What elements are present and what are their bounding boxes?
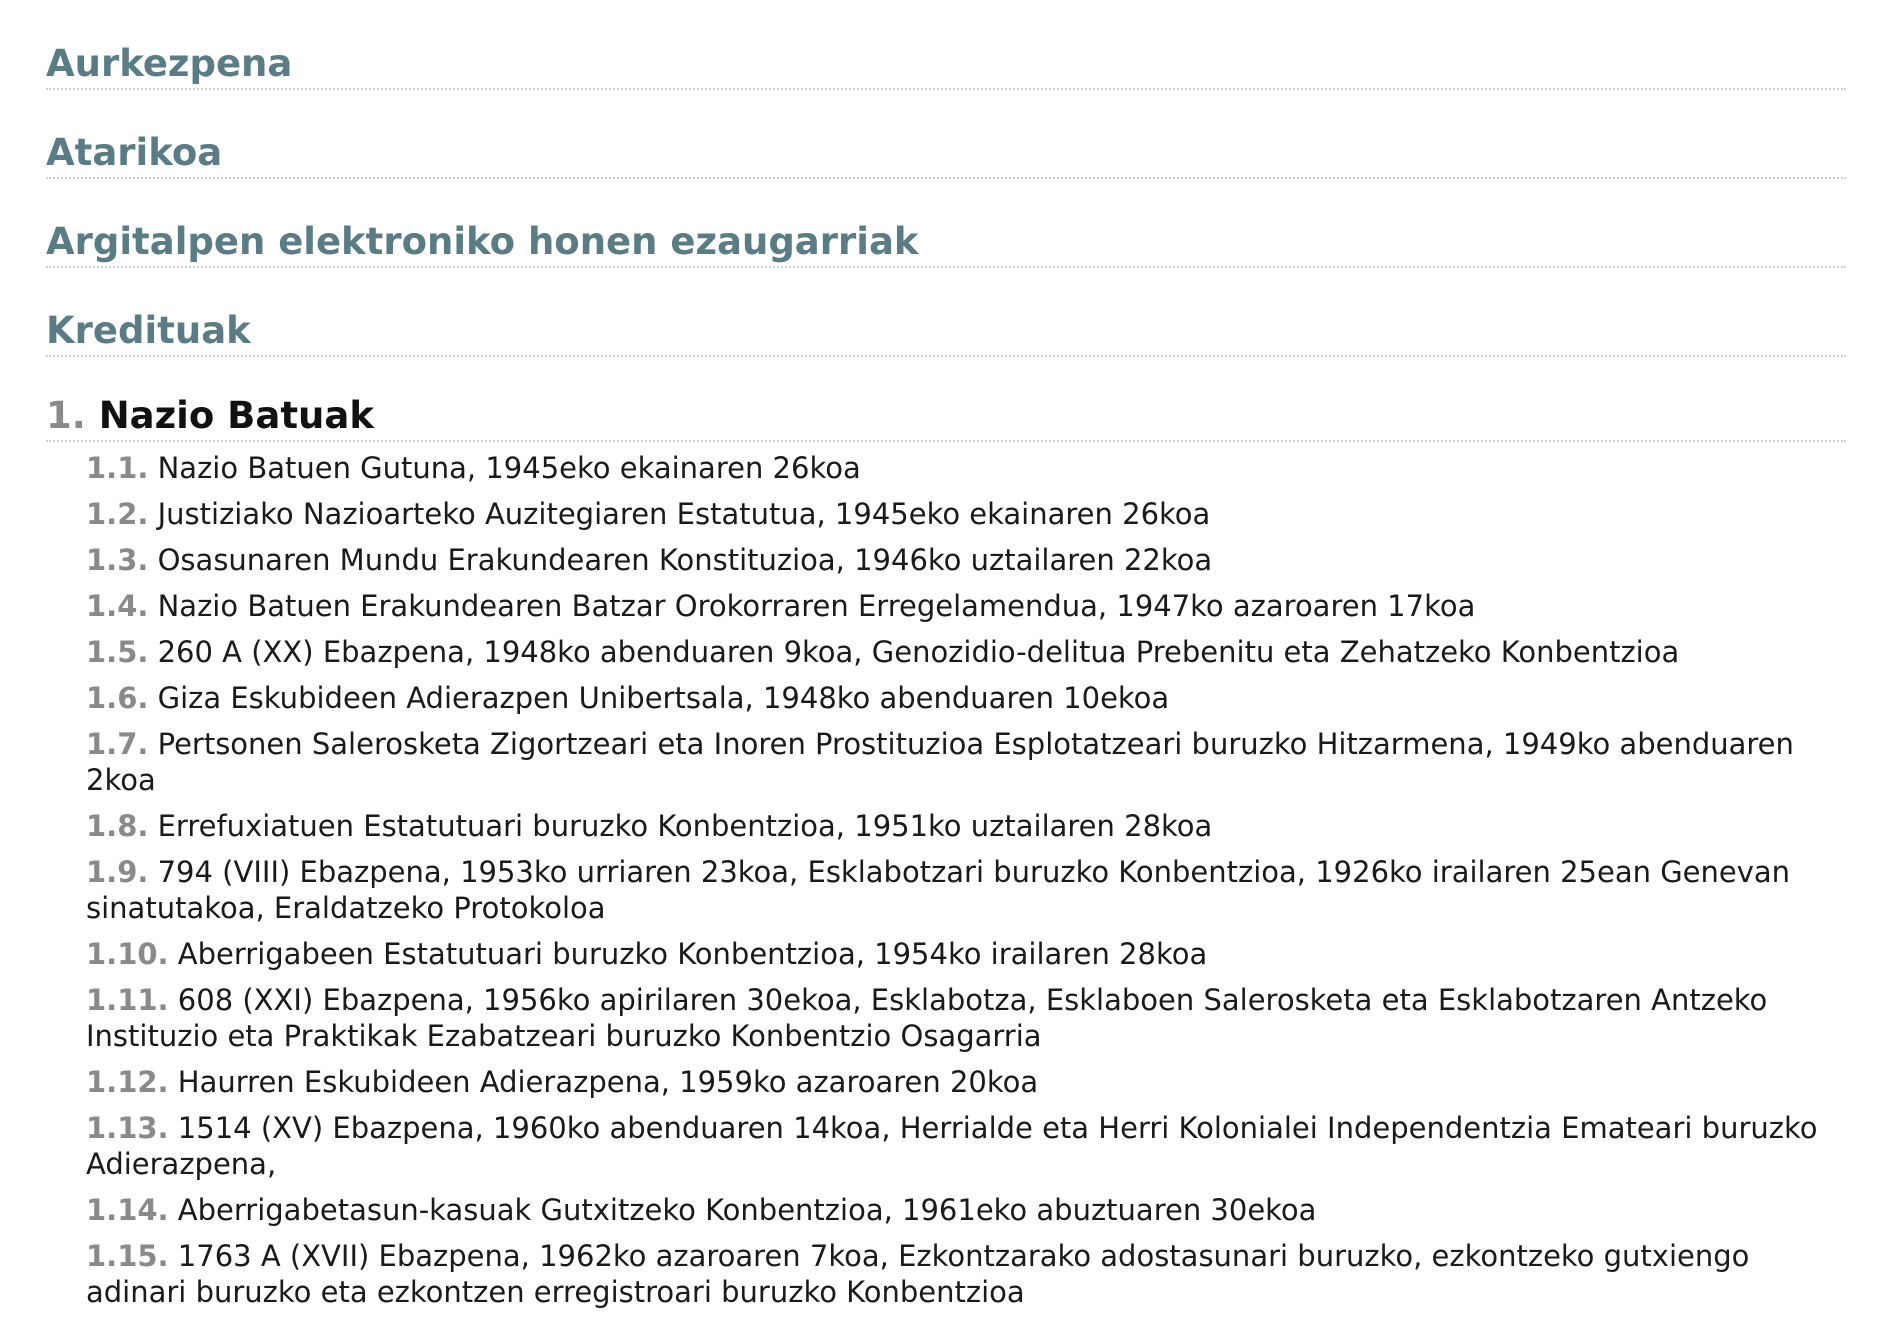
- item-title: 260 A (XX) Ebazpena, 1948ko abenduaren 9koa, Genozidio-delitua Prebenitu eta Zehatzeko Konbentzioa: [157, 635, 1680, 669]
- item-title: Nazio Batuen Gutuna, 1945eko ekainaren 26koa: [157, 451, 861, 485]
- chapter-number: 1.: [46, 394, 86, 437]
- toc-link-kredituak[interactable]: Kredituak: [46, 303, 1846, 357]
- item-title: Pertsonen Salerosketa Zigortzeari eta Inoren Prostituzioa Esplotatzeari buruzko Hitzarmena, 1949ko abenduaren 2koa: [86, 727, 1794, 797]
- item-title: Aberrigabeen Estatutuari buruzko Konbentzioa, 1954ko irailaren 28koa: [177, 937, 1208, 971]
- toc-link-atarikoa[interactable]: Atarikoa: [46, 125, 1846, 179]
- item-number: 1.8.: [86, 809, 149, 843]
- item-title: Errefuxiatuen Estatutuari buruzko Konbentzioa, 1951ko uztailaren 28koa: [157, 809, 1213, 843]
- toc-item-1-12[interactable]: [86, 1064, 1846, 1100]
- toc-item-1-13[interactable]: [86, 1110, 1846, 1182]
- toc-item-1-9[interactable]: [86, 854, 1846, 926]
- item-title: Haurren Eskubideen Adierazpena, 1959ko azaroaren 20koa: [177, 1065, 1039, 1099]
- item-number: 1.11.: [86, 983, 169, 1017]
- toc-item-1-15[interactable]: [86, 1238, 1846, 1310]
- chapter-heading[interactable]: [46, 392, 1846, 442]
- item-number: 1.12.: [86, 1065, 169, 1099]
- toc-item-1-3[interactable]: [86, 542, 1846, 578]
- toc-item-1-10[interactable]: [86, 936, 1846, 972]
- toc-item-1-1[interactable]: [86, 450, 1846, 486]
- item-number: 1.2.: [86, 497, 149, 531]
- table-of-contents: [46, 36, 1846, 1320]
- item-number: 1.14.: [86, 1193, 169, 1227]
- toc-item-1-2[interactable]: [86, 496, 1846, 532]
- item-title: Justiziako Nazioarteko Auzitegiaren Estatutua, 1945eko ekainaren 26koa: [157, 497, 1211, 531]
- item-number: 1.1.: [86, 451, 149, 485]
- item-title: Nazio Batuen Erakundearen Batzar Orokorraren Erregelamendua, 1947ko azaroaren 17koa: [157, 589, 1476, 623]
- item-title: 608 (XXI) Ebazpena, 1956ko apirilaren 30ekoa, Esklabotza, Esklaboen Salerosketa eta Esklabotzaren Antzeko Instituzio eta Praktikak Ezabatzeari buruzko Konbentzio Osagarria: [86, 983, 1768, 1053]
- item-number: 1.5.: [86, 635, 149, 669]
- item-number: 1.13.: [86, 1111, 169, 1145]
- item-number: 1.9.: [86, 855, 149, 889]
- toc-item-1-5[interactable]: [86, 634, 1846, 670]
- item-number: 1.7.: [86, 727, 149, 761]
- item-title: 794 (VIII) Ebazpena, 1953ko urriaren 23koa, Esklabotzari buruzko Konbentzioa, 1926ko irailaren 25ean Genevan sinatutakoa, Eraldatzeko Protokoloa: [86, 855, 1791, 925]
- item-title: Aberrigabetasun-kasuak Gutxitzeko Konbentzioa, 1961eko abuztuaren 30ekoa: [177, 1193, 1317, 1227]
- item-title: 1514 (XV) Ebazpena, 1960ko abenduaren 14koa, Herrialde eta Herri Kolonialei Independentzia Emateari buruzko Adierazpena,: [86, 1111, 1818, 1181]
- toc-item-1-6[interactable]: [86, 680, 1846, 716]
- item-number: 1.4.: [86, 589, 149, 623]
- toc-item-1-8[interactable]: [86, 808, 1846, 844]
- item-title: Giza Eskubideen Adierazpen Unibertsala, 1948ko abenduaren 10ekoa: [157, 681, 1170, 715]
- toc-item-1-4[interactable]: [86, 588, 1846, 624]
- item-title: 1763 A (XVII) Ebazpena, 1962ko azaroaren 7koa, Ezkontzarako adostasunari buruzko, ezkontzeko gutxiengo adinari buruzko eta ezkontzen erregistroari buruzko Konbentzioa: [86, 1239, 1750, 1309]
- item-number: 1.6.: [86, 681, 149, 715]
- toc-item-1-14[interactable]: [86, 1192, 1846, 1228]
- item-title: Osasunaren Mundu Erakundearen Konstituzioa, 1946ko uztailaren 22koa: [157, 543, 1213, 577]
- toc-link-aurkezpena[interactable]: Aurkezpena: [46, 36, 1846, 90]
- item-number: 1.15.: [86, 1239, 169, 1273]
- chapter-item-list: [46, 450, 1846, 1310]
- item-number: 1.10.: [86, 937, 169, 971]
- toc-link-argitalpen[interactable]: Argitalpen elektroniko honen ezaugarriak: [46, 214, 1846, 268]
- toc-item-1-7[interactable]: [86, 726, 1846, 798]
- chapter-title: Nazio Batuak: [98, 394, 374, 437]
- item-number: 1.3.: [86, 543, 149, 577]
- toc-item-1-11[interactable]: [86, 982, 1846, 1054]
